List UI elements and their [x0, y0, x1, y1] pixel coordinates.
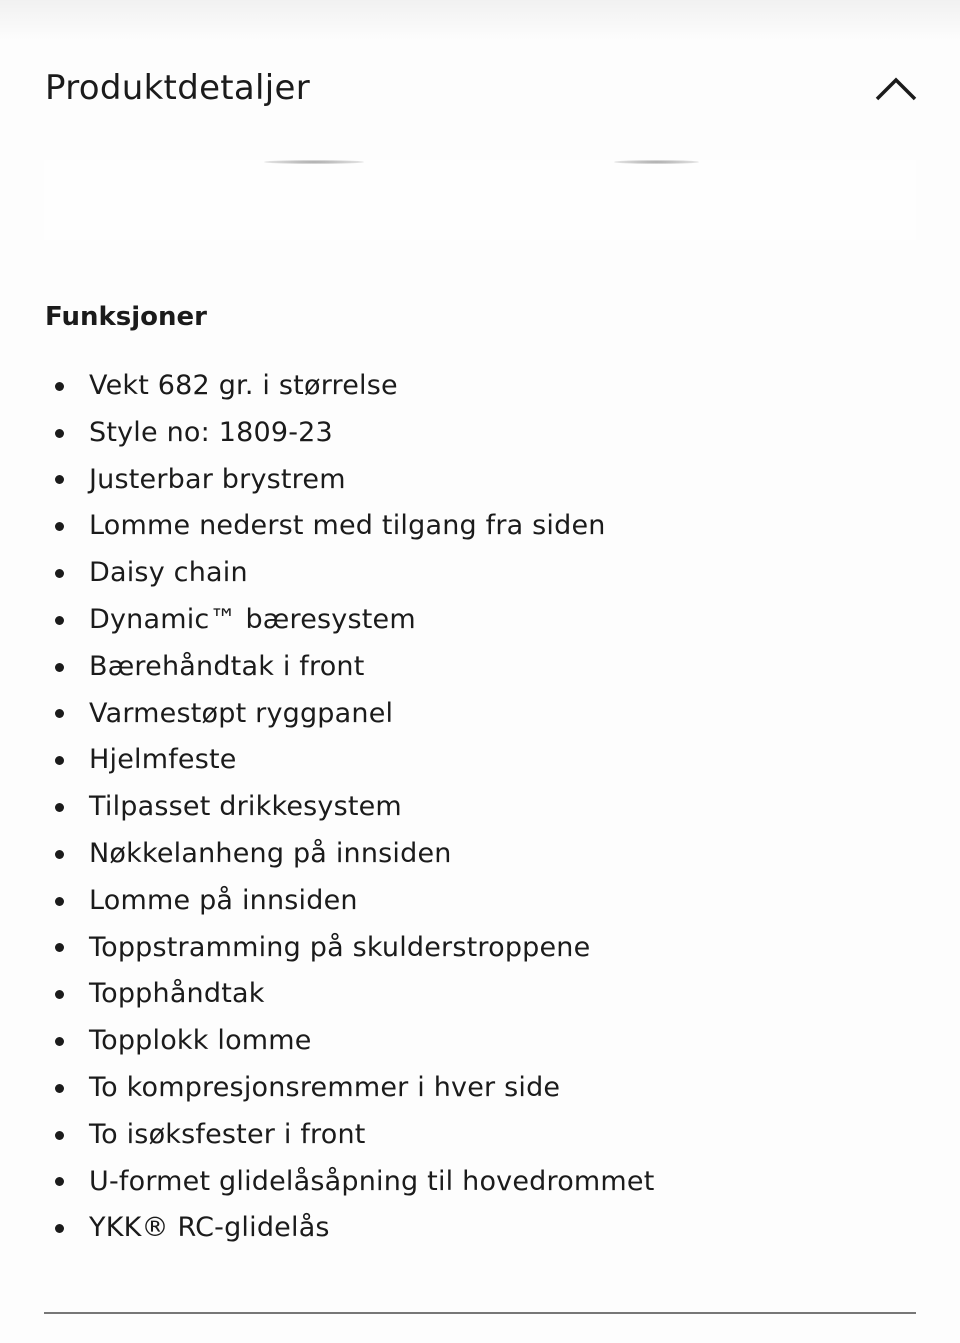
- product-details-accordion-header[interactable]: [45, 60, 918, 116]
- feature-text: Dynamic™ bæresystem: [89, 603, 416, 635]
- feature-item: [45, 597, 655, 644]
- image-shadow: [614, 160, 699, 164]
- feature-item: [45, 457, 655, 504]
- feature-text: Lomme på innsiden: [89, 884, 358, 916]
- feature-text: Topplokk lomme: [89, 1025, 312, 1057]
- feature-item: [45, 1112, 655, 1159]
- bullet-icon: [55, 1131, 64, 1140]
- feature-text: Lomme nederst med tilgang fra siden: [89, 510, 606, 542]
- section-heading: Produktdetaljer: [45, 68, 311, 108]
- features-list: [45, 363, 655, 1252]
- bullet-icon: [55, 709, 64, 718]
- feature-item: [45, 691, 655, 738]
- feature-text: Style no: 1809-23: [89, 416, 333, 448]
- feature-item: [45, 550, 655, 597]
- divider: [44, 1312, 916, 1314]
- feature-item: [45, 1065, 655, 1112]
- feature-text: Bærehåndtak i front: [89, 650, 365, 682]
- feature-item: [45, 410, 655, 457]
- feature-item: [45, 831, 655, 878]
- chevron-up-icon[interactable]: [874, 73, 918, 103]
- bullet-icon: [55, 1224, 64, 1233]
- bullet-icon: [55, 382, 64, 391]
- bullet-icon: [55, 1177, 64, 1186]
- feature-text: Vekt 682 gr. i størrelse: [89, 370, 398, 401]
- feature-text: Hjelmfeste: [89, 744, 237, 776]
- bullet-icon: [55, 1037, 64, 1046]
- feature-item: [45, 1205, 655, 1252]
- top-shade: [0, 0, 960, 40]
- bullet-icon: [55, 569, 64, 578]
- feature-text: Justerbar brystrem: [89, 463, 346, 495]
- bullet-icon: [55, 756, 64, 765]
- bullet-icon: [55, 616, 64, 625]
- feature-item: [45, 878, 655, 925]
- feature-item: [45, 503, 655, 550]
- features-title: Funksjoner: [45, 302, 207, 332]
- feature-item: [45, 925, 655, 972]
- feature-item: [45, 784, 655, 831]
- bullet-icon: [55, 429, 64, 438]
- bullet-icon: [55, 475, 64, 484]
- feature-text: To kompresjonsremmer i hver side: [89, 1071, 561, 1103]
- feature-text: Daisy chain: [89, 557, 248, 589]
- feature-item: [45, 1159, 655, 1206]
- feature-text: YKK® RC-glidelås: [89, 1212, 330, 1244]
- feature-text: To isøksfester i front: [89, 1118, 366, 1150]
- feature-text: Varmestøpt ryggpanel: [89, 697, 394, 729]
- feature-item: [45, 363, 655, 410]
- feature-text: Tilpasset drikkesystem: [89, 791, 402, 823]
- bullet-icon: [55, 897, 64, 906]
- bullet-icon: [55, 803, 64, 812]
- product-image-strip: [44, 160, 916, 240]
- bullet-icon: [55, 522, 64, 531]
- image-shadow: [264, 160, 364, 164]
- feature-text: Topphåndtak: [89, 978, 265, 1010]
- feature-text: Toppstramming på skulderstroppene: [89, 931, 591, 963]
- feature-text: U-formet glidelåsåpning til hovedrommet: [89, 1165, 655, 1197]
- bullet-icon: [55, 663, 64, 672]
- feature-item: [45, 1018, 655, 1065]
- bullet-icon: [55, 1084, 64, 1093]
- feature-item: [45, 644, 655, 691]
- feature-item: [45, 971, 655, 1018]
- bullet-icon: [55, 990, 64, 999]
- bullet-icon: [55, 943, 64, 952]
- feature-text: Nøkkelanheng på innsiden: [89, 837, 452, 869]
- bullet-icon: [55, 850, 64, 859]
- feature-item: [45, 737, 655, 784]
